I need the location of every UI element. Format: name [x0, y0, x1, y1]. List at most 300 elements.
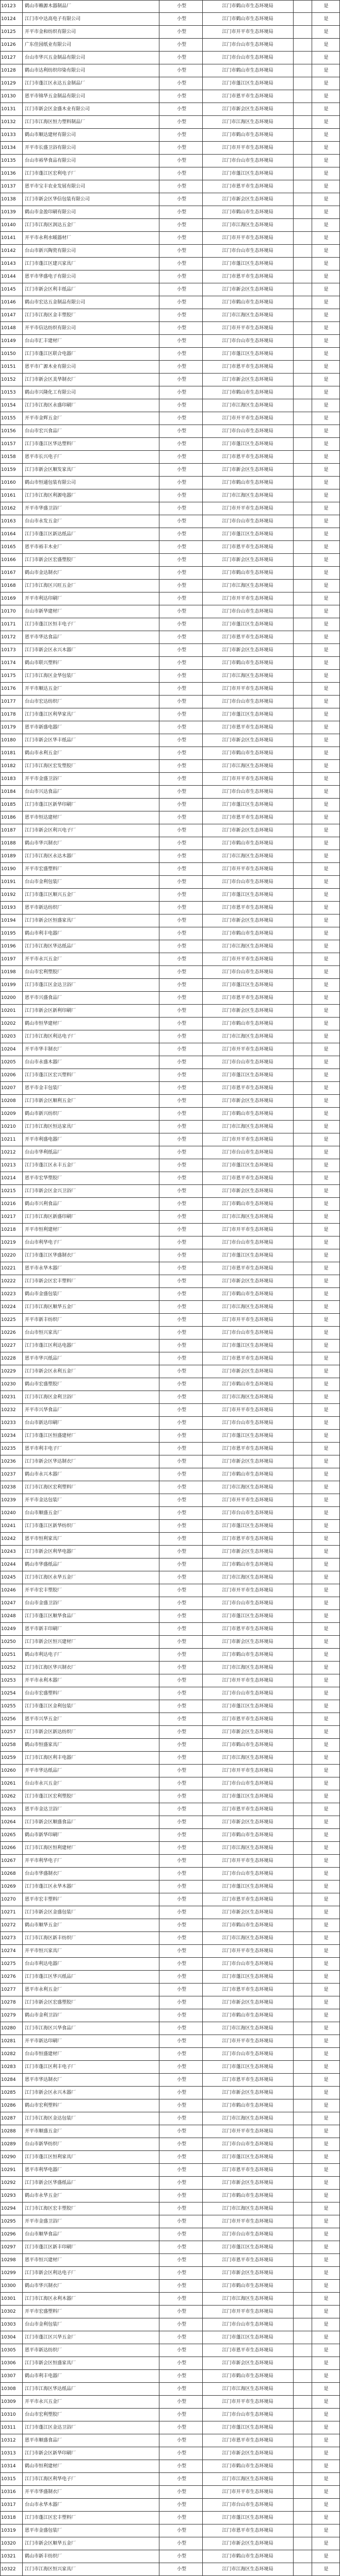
status-mark: 是 [323, 1717, 329, 1722]
company-type: 小型 [176, 287, 186, 292]
company-type: 小型 [176, 1936, 186, 1941]
company-name: 台山市裕华食品有限公司 [25, 158, 76, 163]
status-mark: 是 [323, 2386, 329, 2392]
responsible-unit: 江门市开平市生态环境局 [222, 2129, 273, 2134]
responsible-unit: 江门市蓬江区生态环境局 [222, 2335, 273, 2340]
company-name: 恩平市金达卫浴厂 [25, 1807, 62, 1812]
status-mark: 是 [323, 970, 329, 975]
responsible-unit: 江门市鹤山市生态环境局 [222, 1742, 273, 1748]
status-mark: 是 [323, 686, 329, 691]
row-number: 10288 [1, 2129, 16, 2134]
table-row [0, 2215, 340, 2228]
row-number: 10311 [1, 2425, 16, 2430]
table-row [0, 657, 340, 670]
responsible-unit: 江门市新会区生态环境局 [222, 467, 273, 472]
table-row [0, 1945, 340, 1958]
company-name: 江门市新会区永兴木器厂 [25, 648, 76, 653]
row-number: 10234 [1, 1433, 16, 1438]
responsible-unit: 江门市鹤山市生态环境局 [222, 2283, 273, 2289]
table-row [0, 2112, 340, 2125]
table-row [0, 554, 340, 567]
company-name: 恩平市新达纺织厂 [25, 2348, 62, 2353]
row-number: 10286 [1, 2103, 16, 2108]
responsible-unit: 江门市开平市生态环境局 [222, 326, 273, 331]
row-number: 10298 [1, 2258, 16, 2263]
company-type: 小型 [176, 1549, 186, 1554]
status-mark: 是 [323, 957, 329, 962]
status-mark: 是 [323, 557, 329, 563]
company-type: 小型 [176, 171, 186, 176]
responsible-unit: 江门市新会区生态环境局 [222, 2180, 273, 2185]
company-name: 鹤山市金盈印刷有限公司 [25, 210, 76, 215]
company-type: 小型 [176, 2425, 186, 2430]
company-type: 小型 [176, 892, 186, 897]
row-number: 10281 [1, 2039, 16, 2044]
table-row [0, 193, 340, 206]
status-mark: 是 [323, 1382, 329, 1387]
row-number: 10297 [1, 2245, 16, 2250]
status-mark: 是 [323, 326, 329, 331]
row-number: 10185 [1, 802, 16, 807]
responsible-unit: 江门市新会区生态环境局 [222, 648, 273, 653]
row-number: 10287 [1, 2116, 16, 2121]
row-number: 10230 [1, 1382, 16, 1387]
company-type: 小型 [176, 145, 186, 150]
company-type: 小型 [176, 29, 186, 35]
status-mark: 是 [323, 2322, 329, 2327]
responsible-unit: 江门市蓬江区生态环境局 [222, 712, 273, 717]
company-name: 江门市蓬江区华盛制衣厂 [25, 1253, 76, 1258]
company-type: 小型 [176, 42, 186, 47]
status-mark: 是 [323, 2489, 329, 2495]
company-type: 小型 [176, 403, 186, 408]
row-number: 10225 [1, 1317, 16, 1323]
status-mark: 是 [323, 2296, 329, 2301]
responsible-unit: 江门市恩平市生态环境局 [222, 1987, 273, 1992]
company-type: 小型 [176, 1369, 186, 1374]
company-name: 江门市江海区兴华食品厂 [25, 2026, 76, 2031]
row-number: 10166 [1, 557, 16, 563]
responsible-unit: 江门市开平市生态环境局 [222, 235, 273, 241]
status-mark: 是 [323, 892, 329, 897]
company-type: 小型 [176, 1871, 186, 1876]
table-row [0, 1687, 340, 1700]
table-row [0, 1352, 340, 1365]
responsible-unit: 江门市蓬江区生态环境局 [222, 1163, 273, 1168]
company-name: 江门市蓬江区利华家具厂 [25, 712, 76, 717]
table-row [0, 708, 340, 721]
company-type: 小型 [176, 738, 186, 743]
table-row [0, 464, 340, 477]
table-row [0, 1314, 340, 1327]
status-mark: 是 [323, 1304, 329, 1310]
company-name: 鹤山市宏盛塑胶厂 [25, 1382, 62, 1387]
table-row [0, 2022, 340, 2035]
row-number: 10318 [1, 2515, 16, 2520]
company-type: 小型 [176, 1021, 186, 1026]
responsible-unit: 江门市蓬江区生态环境局 [222, 1253, 273, 1258]
company-name: 广东佳园纸业有限公司 [25, 42, 72, 47]
company-name: 江门市蓬江区永华木器厂 [25, 1884, 76, 1889]
responsible-unit: 江门市台山市生态环境局 [222, 158, 273, 163]
company-name: 江门市江海区宏发塑胶厂 [25, 764, 76, 769]
company-name: 江门市江海区金利卫浴厂 [25, 1395, 76, 1400]
row-number: 10320 [1, 2541, 16, 2546]
row-number: 10209 [1, 1111, 16, 1116]
responsible-unit: 江门市开平市生态环境局 [222, 867, 273, 872]
company-name: 台山市恒兴家具厂 [25, 1330, 62, 1335]
company-type: 小型 [176, 68, 186, 73]
row-number: 10299 [1, 2270, 16, 2276]
company-type: 小型 [176, 1536, 186, 1541]
row-number: 10276 [1, 1974, 16, 1979]
company-name: 台山市华利纸品厂 [25, 1150, 62, 1155]
row-number: 10148 [1, 326, 16, 331]
company-name: 江门市蓬江区建兴家具厂 [25, 261, 76, 266]
table-row [0, 13, 340, 26]
status-mark: 是 [323, 1652, 329, 1657]
table-row [0, 39, 340, 52]
row-number: 10170 [1, 609, 16, 614]
company-name: 开平市永利水暖器材厂 [25, 235, 72, 241]
company-name: 鹤山市达利纺织印染有限公司 [25, 68, 86, 73]
company-name: 恩平市兴华五金厂 [25, 1717, 62, 1722]
table-row [0, 618, 340, 631]
table-row [0, 1146, 340, 1159]
company-type: 小型 [176, 1717, 186, 1722]
responsible-unit: 江门市恩平市生态环境局 [222, 1897, 273, 1902]
status-mark: 是 [323, 2464, 329, 2469]
status-mark: 是 [323, 1871, 329, 1876]
status-mark: 是 [323, 145, 329, 150]
status-mark: 是 [323, 287, 329, 292]
responsible-unit: 江门市台山市生态环境局 [222, 248, 273, 253]
company-type: 小型 [176, 2374, 186, 2379]
company-name: 恩平市金丰包装厂 [25, 1086, 62, 1091]
status-mark: 是 [323, 995, 329, 1001]
table-row [0, 2202, 340, 2215]
responsible-unit: 江门市蓬江区生态环境局 [222, 351, 273, 357]
table-row [0, 889, 340, 902]
company-name: 江门市蓬江区利达电器厂 [25, 1343, 76, 1348]
table-row [0, 90, 340, 103]
company-type: 小型 [176, 1601, 186, 1606]
column-divider [22, 0, 23, 2576]
responsible-unit: 江门市恩平市生态环境局 [222, 635, 273, 640]
status-mark: 是 [323, 2077, 329, 2082]
row-number: 10124 [1, 16, 16, 22]
row-number: 10313 [1, 2451, 16, 2456]
company-name: 鹤山市恒通包装有限公司 [25, 480, 76, 485]
company-type: 小型 [176, 879, 186, 885]
company-name: 开平市金和纺织有限公司 [25, 29, 76, 35]
status-mark: 是 [323, 2013, 329, 2018]
responsible-unit: 江门市台山市生态环境局 [222, 2322, 273, 2327]
status-mark: 是 [323, 609, 329, 614]
table-row [0, 1069, 340, 1082]
row-number: 10145 [1, 287, 16, 292]
status-mark: 是 [323, 1691, 329, 1696]
company-name: 鹤山市宏达五金制品有限公司 [25, 300, 86, 305]
company-name: 恩平市宏丰塑料厂 [25, 1897, 62, 1902]
table-row [0, 1391, 340, 1404]
company-name: 江门市新会区华达制衣厂 [25, 1459, 76, 1464]
company-type: 小型 [176, 364, 186, 369]
table-row [0, 2421, 340, 2434]
responsible-unit: 江门市台山市生态环境局 [222, 1150, 273, 1155]
table-row [0, 1765, 340, 1777]
responsible-unit: 江门市蓬江区生态环境局 [222, 1433, 273, 1438]
company-name: 台山市宏兴食品厂 [25, 429, 62, 434]
responsible-unit: 江门市蓬江区生态环境局 [222, 81, 273, 86]
table-row [0, 1984, 340, 1996]
row-number: 10173 [1, 648, 16, 653]
table-row [0, 2512, 340, 2524]
company-type: 小型 [176, 1961, 186, 1967]
status-mark: 是 [323, 493, 329, 498]
responsible-unit: 江门市恩平市生态环境局 [222, 815, 273, 820]
company-name: 恩平市锦华五金制品有限公司 [25, 94, 86, 99]
row-number: 10277 [1, 1987, 16, 1992]
status-mark: 是 [323, 68, 329, 73]
company-type: 小型 [176, 467, 186, 472]
company-type: 小型 [176, 596, 186, 601]
responsible-unit: 江门市新会区生态环境局 [222, 738, 273, 743]
table-row [0, 1584, 340, 1597]
row-number: 10262 [1, 1794, 16, 1799]
responsible-unit: 江门市开平市生态环境局 [222, 2219, 273, 2224]
status-mark: 是 [323, 351, 329, 357]
status-mark: 是 [323, 2232, 329, 2237]
company-type: 小型 [176, 815, 186, 820]
status-mark: 是 [323, 1807, 329, 1812]
row-number: 10303 [1, 2322, 16, 2327]
table-row [0, 2383, 340, 2396]
table-row [0, 1108, 340, 1121]
table-row [0, 696, 340, 708]
table-row [0, 799, 340, 811]
responsible-unit: 江门市江海区生态环境局 [222, 1304, 273, 1310]
row-number: 10172 [1, 635, 16, 640]
company-type: 小型 [176, 1562, 186, 1567]
row-number: 10194 [1, 918, 16, 923]
company-name: 江门市新会区金盛包装厂 [25, 1910, 76, 1915]
row-number: 10190 [1, 867, 16, 872]
row-number: 10152 [1, 377, 16, 382]
table-row [0, 1262, 340, 1275]
company-name: 江门市新会区利兴电子厂 [25, 828, 76, 833]
status-mark: 是 [323, 2270, 329, 2276]
company-name: 恩平市永华木器厂 [25, 1266, 62, 1271]
row-number: 10188 [1, 841, 16, 846]
row-number: 10132 [1, 120, 16, 125]
company-name: 江门市新会区华盛纸品厂 [25, 2180, 76, 2185]
responsible-unit: 江门市蓬江区生态环境局 [222, 2245, 273, 2250]
table-row [0, 1842, 340, 1855]
table-row [0, 1133, 340, 1146]
row-number: 10252 [1, 1665, 16, 1670]
responsible-unit: 江门市蓬江区生态环境局 [222, 442, 273, 447]
company-name: 江门市蓬江区永丰五金厂 [25, 1163, 76, 1168]
company-name: 鹤山市恒华建材厂 [25, 1021, 62, 1026]
status-mark: 是 [323, 673, 329, 679]
status-mark: 是 [323, 1472, 329, 1477]
table-row [0, 2074, 340, 2087]
table-row [0, 2524, 340, 2537]
company-name: 江门市新会区美华制衣厂 [25, 377, 76, 382]
table-row [0, 1713, 340, 1726]
responsible-unit: 江门市开平市生态环境局 [222, 29, 273, 35]
company-type: 小型 [176, 1408, 186, 1413]
responsible-unit: 江门市新会区生态环境局 [222, 1369, 273, 1374]
table-row [0, 1636, 340, 1649]
company-name: 台山市华盛制衣厂 [25, 1871, 62, 1876]
table-row [0, 1610, 340, 1623]
company-name: 江门市新会区永兴木器厂 [25, 2090, 76, 2095]
table-row [0, 489, 340, 502]
status-mark: 是 [323, 1356, 329, 1361]
status-mark: 是 [323, 1459, 329, 1464]
status-mark: 是 [323, 2206, 329, 2211]
table-row [0, 1443, 340, 1455]
table-row [0, 863, 340, 876]
company-name: 鹤山市恒盛家具厂 [25, 1742, 62, 1748]
responsible-unit: 江门市新会区生态环境局 [222, 1189, 273, 1194]
row-number: 10199 [1, 982, 16, 988]
status-mark: 是 [323, 738, 329, 743]
table-row [0, 992, 340, 1005]
company-name: 开平市恒兴家具厂 [25, 1948, 62, 1954]
company-type: 小型 [176, 1382, 186, 1387]
company-name: 台山市恒盛建材厂 [25, 2052, 62, 2057]
company-type: 小型 [176, 1794, 186, 1799]
responsible-unit: 江门市恩平市生态环境局 [222, 2258, 273, 2263]
row-number: 10216 [1, 1201, 16, 1207]
responsible-unit: 江门市蓬江区生态环境局 [222, 2064, 273, 2070]
responsible-unit: 江门市鹤山市生态环境局 [222, 2013, 273, 2018]
table-row [0, 1919, 340, 1932]
table-row [0, 2048, 340, 2061]
company-type: 小型 [176, 2232, 186, 2237]
status-mark: 是 [323, 1201, 329, 1207]
status-mark: 是 [323, 1420, 329, 1426]
table-row [0, 2151, 340, 2164]
company-name: 江门市江海区恒兴家具厂 [25, 2567, 76, 2572]
row-number: 10228 [1, 1356, 16, 1361]
company-name: 恩平市顺盛食品厂 [25, 2438, 62, 2443]
responsible-unit: 江门市蓬江区生态环境局 [222, 171, 273, 176]
company-type: 小型 [176, 1034, 186, 1039]
table-row [0, 1662, 340, 1674]
row-number: 10131 [1, 107, 16, 112]
company-type: 小型 [176, 2052, 186, 2057]
row-number: 10304 [1, 2335, 16, 2340]
row-number: 10147 [1, 313, 16, 318]
company-type: 小型 [176, 2000, 186, 2005]
company-type: 小型 [176, 1781, 186, 1786]
responsible-unit: 江门市开平市生态环境局 [222, 506, 273, 511]
responsible-unit: 江门市鹤山市生态环境局 [222, 931, 273, 936]
status-mark: 是 [323, 1446, 329, 1451]
company-type: 小型 [176, 1214, 186, 1219]
company-type: 小型 [176, 1446, 186, 1451]
company-name: 恩平市华达制衣厂 [25, 2077, 62, 2082]
company-type: 小型 [176, 158, 186, 163]
row-number: 10202 [1, 1021, 16, 1026]
responsible-unit: 江门市新会区生态环境局 [222, 1730, 273, 1735]
company-type: 小型 [176, 1150, 186, 1155]
row-number: 10176 [1, 686, 16, 691]
status-mark: 是 [323, 1227, 329, 1232]
status-mark: 是 [323, 2026, 329, 2031]
responsible-unit: 江门市新会区生态环境局 [222, 2090, 273, 2095]
company-type: 小型 [176, 81, 186, 86]
row-number: 10169 [1, 596, 16, 601]
row-number: 10247 [1, 1601, 16, 1606]
company-name: 鹤山市华盛纸品厂 [25, 1562, 62, 1567]
row-number: 10308 [1, 2386, 16, 2392]
row-number: 10305 [1, 2348, 16, 2353]
table-row [0, 1301, 340, 1314]
status-mark: 是 [323, 2374, 329, 2379]
company-name: 鹤山市宏利塑料厂 [25, 2103, 62, 2108]
status-mark: 是 [323, 712, 329, 717]
company-name: 江门市蓬江区新达纸品厂 [25, 532, 76, 537]
company-name: 鹤山市华兴制衣厂 [25, 2283, 62, 2289]
status-mark: 是 [323, 2541, 329, 2546]
responsible-unit: 江门市台山市生态环境局 [222, 1781, 273, 1786]
status-mark: 是 [323, 1730, 329, 1735]
company-name: 鹤山市顺华五金厂 [25, 1923, 62, 1928]
table-row [0, 2434, 340, 2447]
status-mark: 是 [323, 338, 329, 344]
row-number: 10164 [1, 532, 16, 537]
company-name: 江门市新会区恒盛家具厂 [25, 918, 76, 923]
table-row [0, 245, 340, 258]
company-type: 小型 [176, 1845, 186, 1851]
responsible-unit: 江门市恩平市生态环境局 [222, 2167, 273, 2173]
responsible-unit: 江门市开平市生态环境局 [222, 1498, 273, 1503]
company-name: 恩平市恒兴建材厂 [25, 2258, 62, 2263]
company-name: 台山市汇丰建材厂 [25, 338, 62, 344]
responsible-unit: 江门市江海区生态环境局 [222, 1575, 273, 1580]
company-type: 小型 [176, 2219, 186, 2224]
row-number: 10261 [1, 1781, 16, 1786]
table-row [0, 1790, 340, 1803]
row-number: 10316 [1, 2489, 16, 2495]
status-mark: 是 [323, 1987, 329, 1992]
row-number: 10248 [1, 1614, 16, 1619]
status-mark: 是 [323, 158, 329, 163]
company-type: 小型 [176, 1124, 186, 1129]
company-name: 台山市兴达食品厂 [25, 789, 62, 794]
status-mark: 是 [323, 1536, 329, 1541]
company-name: 开平市永兴五金厂 [25, 957, 62, 962]
row-number: 10229 [1, 1369, 16, 1374]
company-type: 小型 [176, 2528, 186, 2533]
status-mark: 是 [323, 905, 329, 910]
row-number: 10253 [1, 1678, 16, 1683]
status-mark: 是 [323, 2361, 329, 2366]
row-number: 10293 [1, 2193, 16, 2198]
responsible-unit: 江门市蓬江区生态环境局 [222, 532, 273, 537]
company-type: 小型 [176, 635, 186, 640]
table-row [0, 232, 340, 245]
responsible-unit: 江门市开平市生态环境局 [222, 1588, 273, 1593]
responsible-unit: 江门市蓬江区生态环境局 [222, 1614, 273, 1619]
status-mark: 是 [323, 1562, 329, 1567]
company-name: 台山市永盛木器厂 [25, 1060, 62, 1065]
